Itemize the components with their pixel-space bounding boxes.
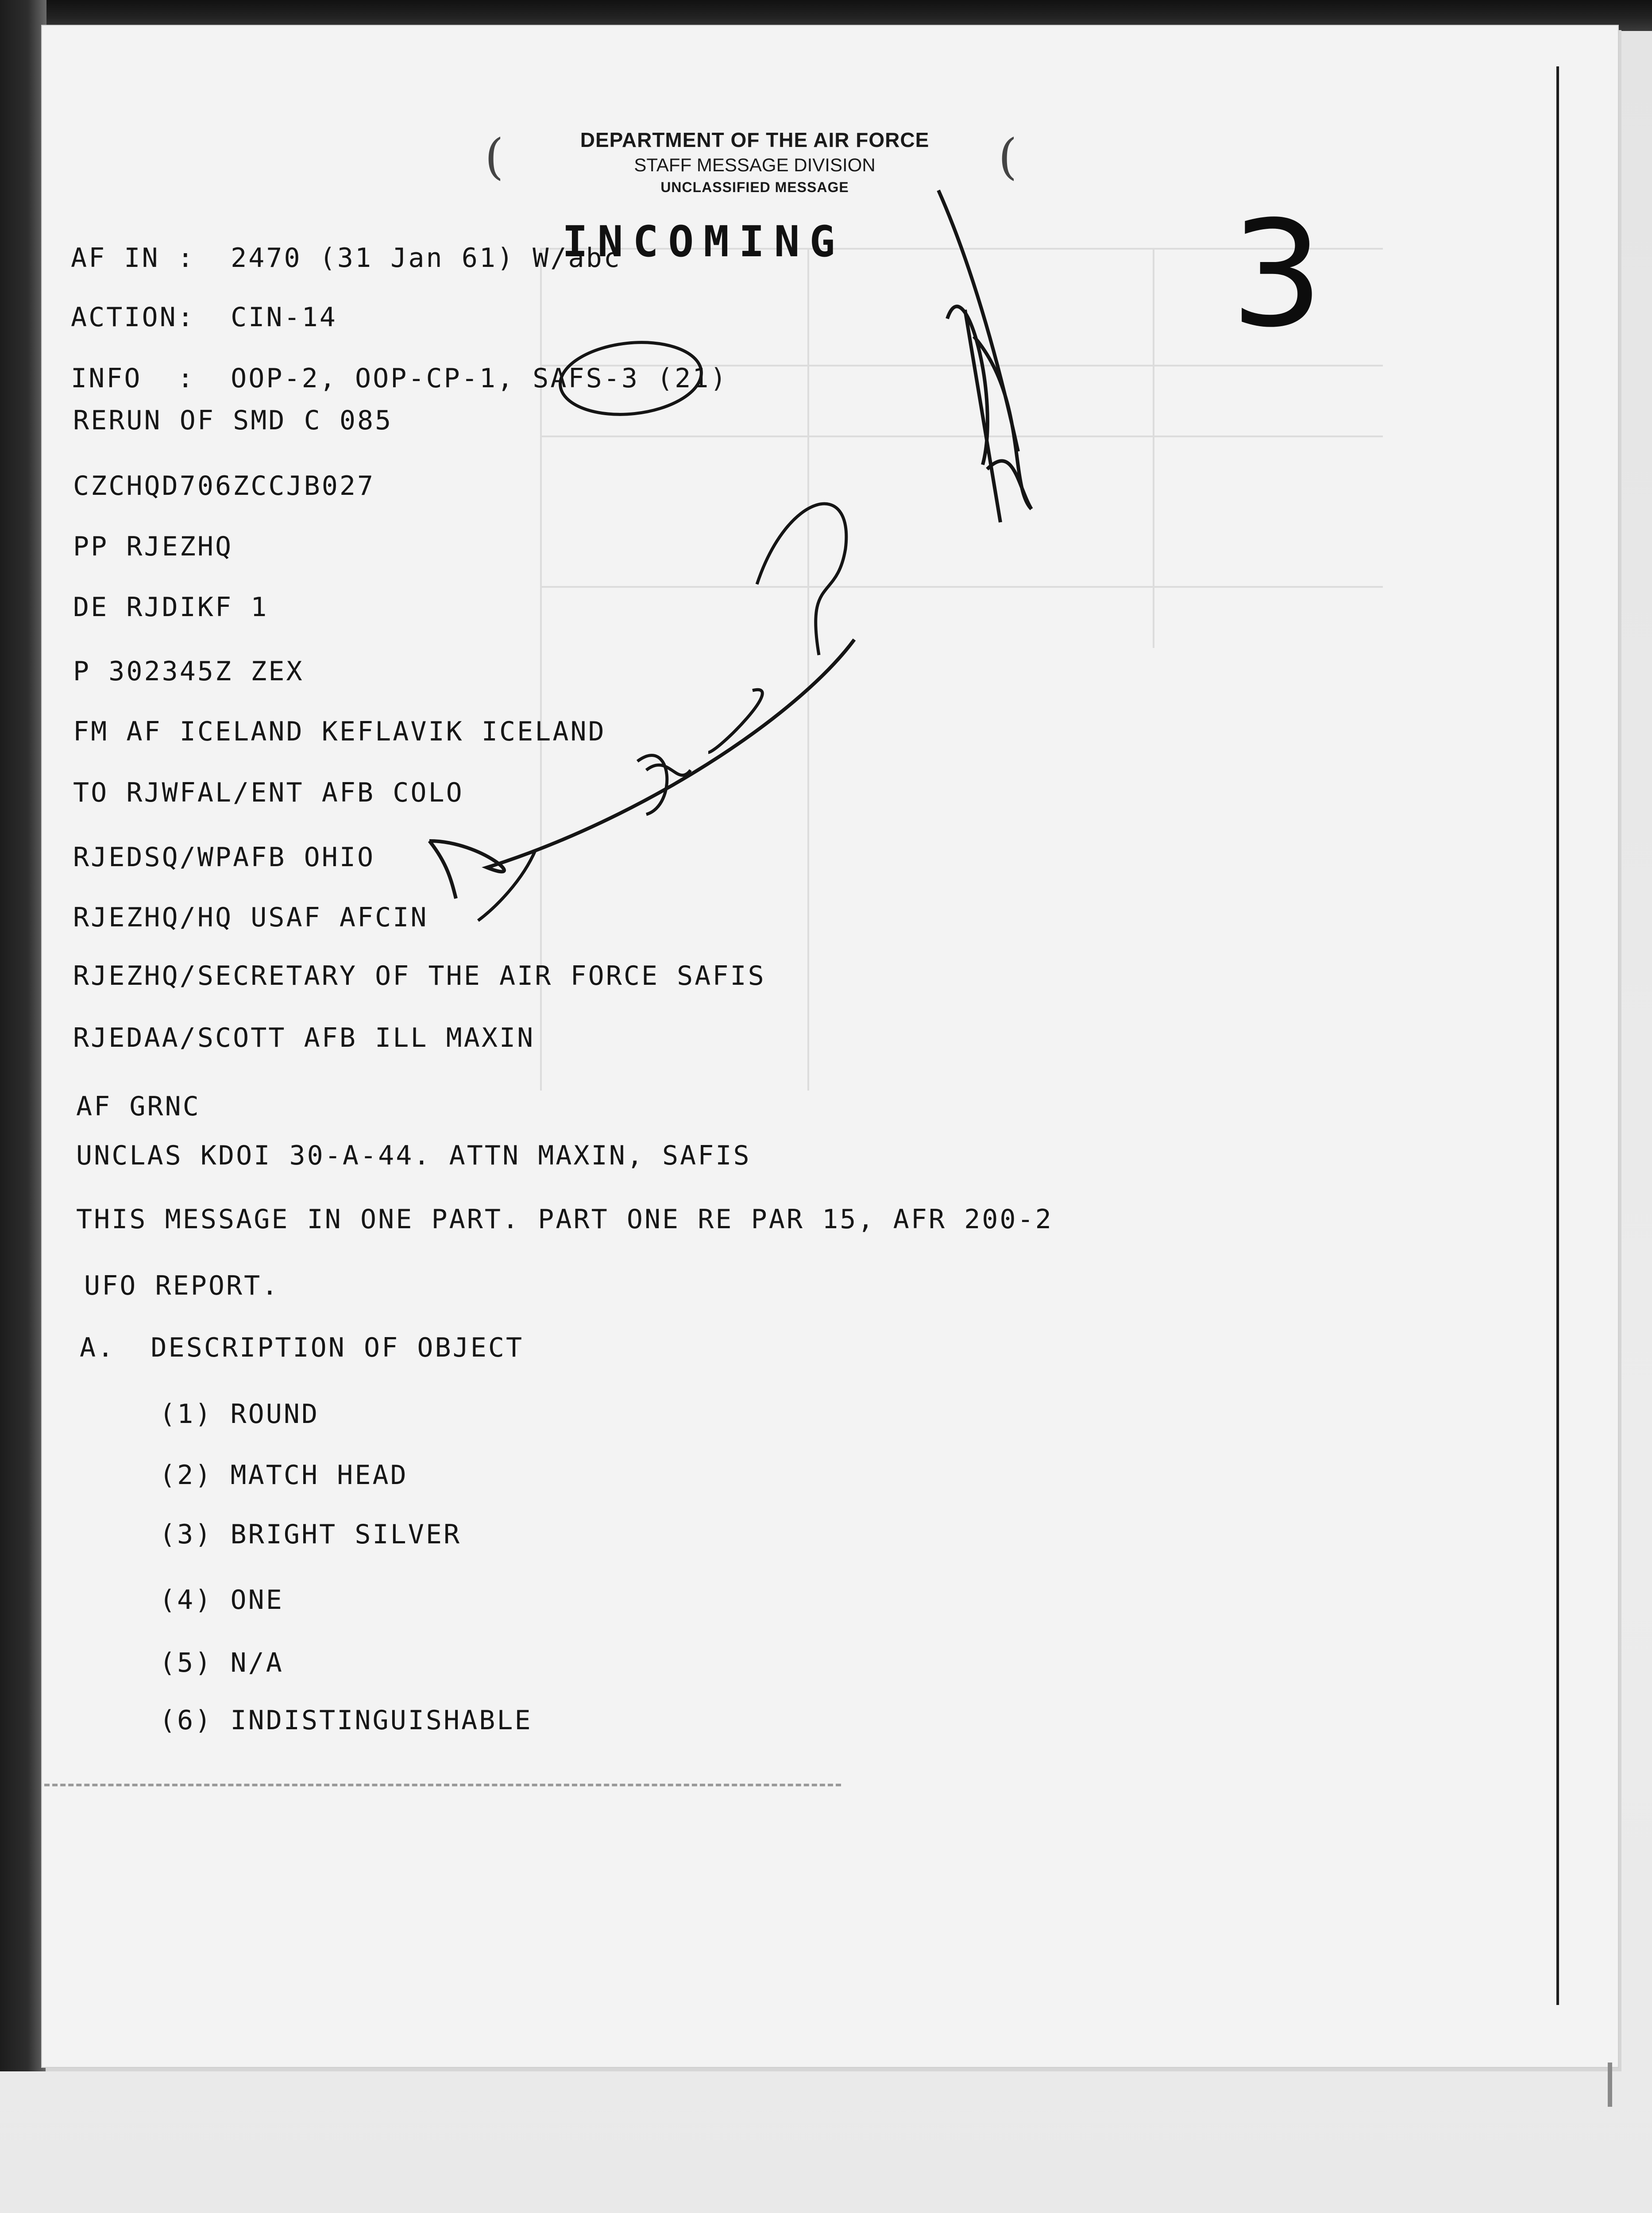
message-line: P 302345Z ZEX <box>73 656 304 687</box>
message-line: TO RJWFAL/ENT AFB COLO <box>73 777 464 808</box>
message-line: RJEZHQ/SECRETARY OF THE AIR FORCE SAFIS <box>73 960 766 991</box>
message-line: (2) MATCH HEAD <box>159 1460 408 1491</box>
handwritten-page-number: 3 <box>1231 189 1324 359</box>
action-line: ACTION: CIN-14 <box>71 302 337 333</box>
message-line: PP RJEZHQ <box>73 531 233 562</box>
info-line: INFO : OOP-2, OOP-CP-1, SAFS-3 (21) <box>71 363 728 394</box>
message-line: FM AF ICELAND KEFLAVIK ICELAND <box>73 716 606 747</box>
message-line: (5) N/A <box>159 1647 284 1678</box>
handwritten-squiggle <box>478 504 846 921</box>
af-in-line: AF IN : 2470 (31 Jan 61) W/abc <box>71 243 621 274</box>
message-line: A. DESCRIPTION OF OBJECT <box>80 1332 524 1363</box>
message-line: (4) ONE <box>159 1585 284 1615</box>
stamp-paren-right: ( <box>998 128 1017 185</box>
message-line: (1) ROUND <box>159 1399 320 1430</box>
message-line: AF GRNC <box>76 1091 201 1122</box>
message-line: DE RJDIKF 1 <box>73 592 269 623</box>
message-line: (6) INDISTINGUISHABLE <box>159 1705 533 1736</box>
incoming-stamp: INCOMING <box>562 217 845 266</box>
initials-scribble <box>938 190 1031 522</box>
message-line: UFO REPORT. <box>84 1270 280 1301</box>
message-line: CZCHQD706ZCCJB027 <box>73 470 375 501</box>
message-line: RJEDAA/SCOTT AFB ILL MAXIN <box>73 1022 535 1053</box>
message-line: RERUN OF SMD C 085 <box>73 405 393 436</box>
letterhead-division: STAFF MESSAGE DIVISION <box>634 154 876 175</box>
safs-circle-mark <box>557 336 705 421</box>
message-line: (3) BRIGHT SILVER <box>159 1519 462 1550</box>
routing-arrow <box>429 640 854 898</box>
message-line: UNCLAS KDOI 30-A-44. ATTN MAXIN, SAFIS <box>76 1140 751 1171</box>
message-line: RJEZHQ/HQ USAF AFCIN <box>73 902 428 933</box>
letterhead-classification: UNCLASSIFIED MESSAGE <box>660 179 849 196</box>
message-line: RJEDSQ/WPAFB OHIO <box>73 842 375 873</box>
letterhead-department: DEPARTMENT OF THE AIR FORCE <box>580 128 930 151</box>
stamp-paren-left: ( <box>485 128 504 185</box>
message-line: THIS MESSAGE IN ONE PART. PART ONE RE PAR 15, AFR 200-2 <box>76 1204 1053 1235</box>
